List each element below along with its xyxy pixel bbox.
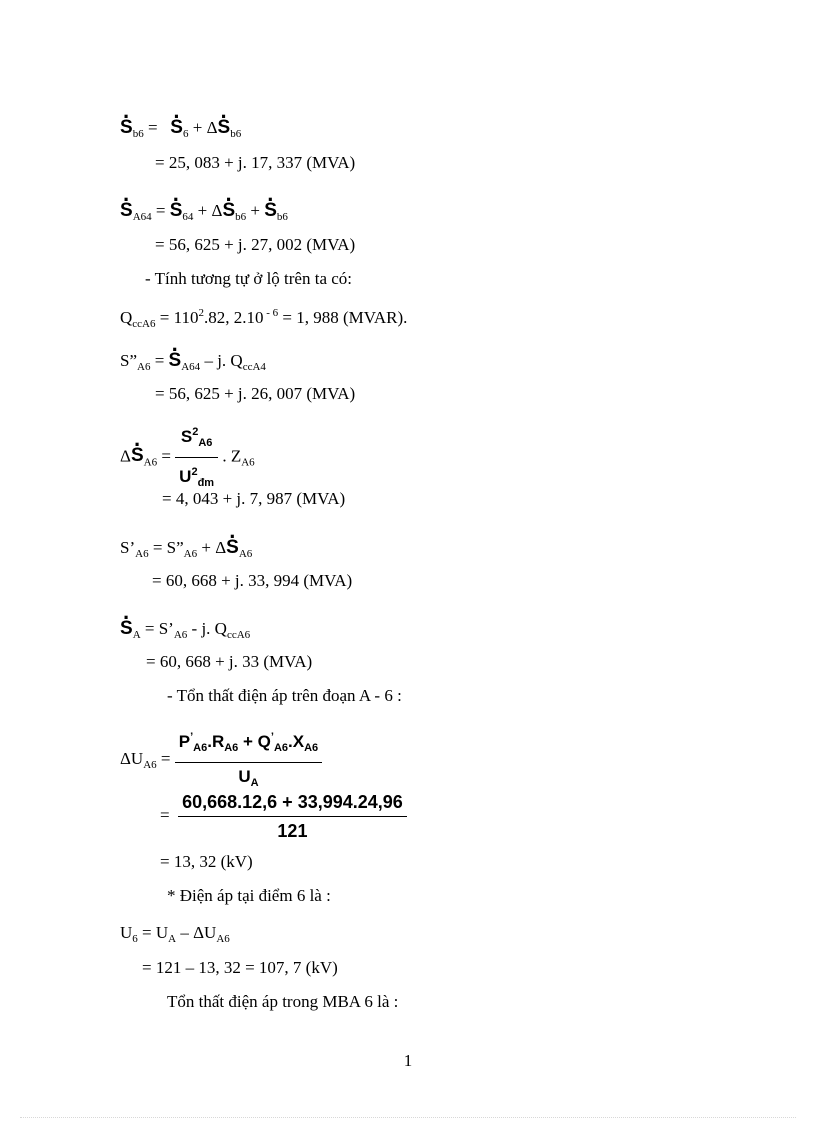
- equation-sa: · $S_A$ = $S’_{A6}$ - j. $Q_{ccA6}$: [120, 618, 250, 646]
- equation-s1-a6: $S’_{A6}$ = $S”_{A6} + \Delta\cdot S_{A6}$: [120, 537, 252, 565]
- result-u6: = 121 – 13, 32 = 107, 7 (kV): [142, 958, 338, 977]
- equation-sb6: · $S_{b6}$ = · $S_6 + \Delta\cdot S_{b6}$: [120, 117, 241, 145]
- result-s1-a6: = 60, 668 + j. 33, 994 (MVA): [152, 571, 353, 590]
- equation-sa64: · $S_{A64}$ = · $S_{64} + \Delta\cdot S_{b6}$ + · $S_{b6}$: [120, 200, 288, 228]
- equation-u6: $U_6 = U_A - \Delta U_{A6}$: [120, 923, 230, 945]
- result-sb6: = 25, 083 + j. 17, 337 (MVA): [155, 153, 356, 172]
- result-sa64: = 56, 625 + j. 27, 002 (MVA): [155, 235, 356, 254]
- fraction: $\frac{S^2_{A6}}{U^2_{đm}}$: [175, 420, 218, 495]
- fraction: $\frac{P^’_{A6}.R_{A6} + Q^’_{A6}.X_{A6}}{U_A}$: [175, 725, 322, 795]
- result-s2-a6: = 56, 625 + j. 26, 007 (MVA): [155, 384, 356, 403]
- heading-transformer-loss: Tổn thất điện áp trong MBA 6 là :: [167, 992, 399, 1011]
- result-sa: = 60, 668 + j. 33 (MVA): [146, 652, 313, 671]
- equation-qcca6: $Q_{ccA6} = 110^2.82$, 2.10 $^{- 6}$ = 1, 988 (MVAR).: [120, 307, 408, 330]
- equation-delta-ua6-numeric: = $\frac{60,668.12,6 + 33,994.24,96}{121}$: [160, 790, 407, 843]
- note-similar: - Tính tương tự ở lộ trên ta có:: [145, 269, 353, 288]
- equation-s2-a6: $S”_{A6}$ = · $S_{A64}$ – j. $Q_{ccA4}$: [120, 350, 266, 378]
- heading-voltage-point6: * Điện áp tại điểm 6 là :: [167, 886, 331, 905]
- equation-delta-sa6: $\Delta\cdot S_{A6}$ = $\frac{S^2_{A6}}{U^2_{đm}}$ . $Z_{A6}$: [120, 420, 255, 495]
- result-delta-ua6: = 13, 32 (kV): [160, 852, 253, 871]
- complex-power-symbol: · S: [120, 117, 133, 139]
- page-bottom-divider: [20, 1117, 796, 1118]
- result-delta-sa6: = 4, 043 + j. 7, 987 (MVA): [162, 489, 346, 508]
- fraction: $\frac{60,668.12,6 + 33,994.24,96}{121}$: [178, 790, 407, 843]
- equation-delta-ua6: $\Delta U_{A6}$ = $\frac{P^’_{A6}.R_{A6} + Q^’_{A6}.X_{A6}}{U_A}$: [120, 725, 322, 795]
- page-number: 1: [403, 1051, 413, 1070]
- heading-voltage-loss: - Tổn thất điện áp trên đoạn A - 6 :: [167, 686, 402, 705]
